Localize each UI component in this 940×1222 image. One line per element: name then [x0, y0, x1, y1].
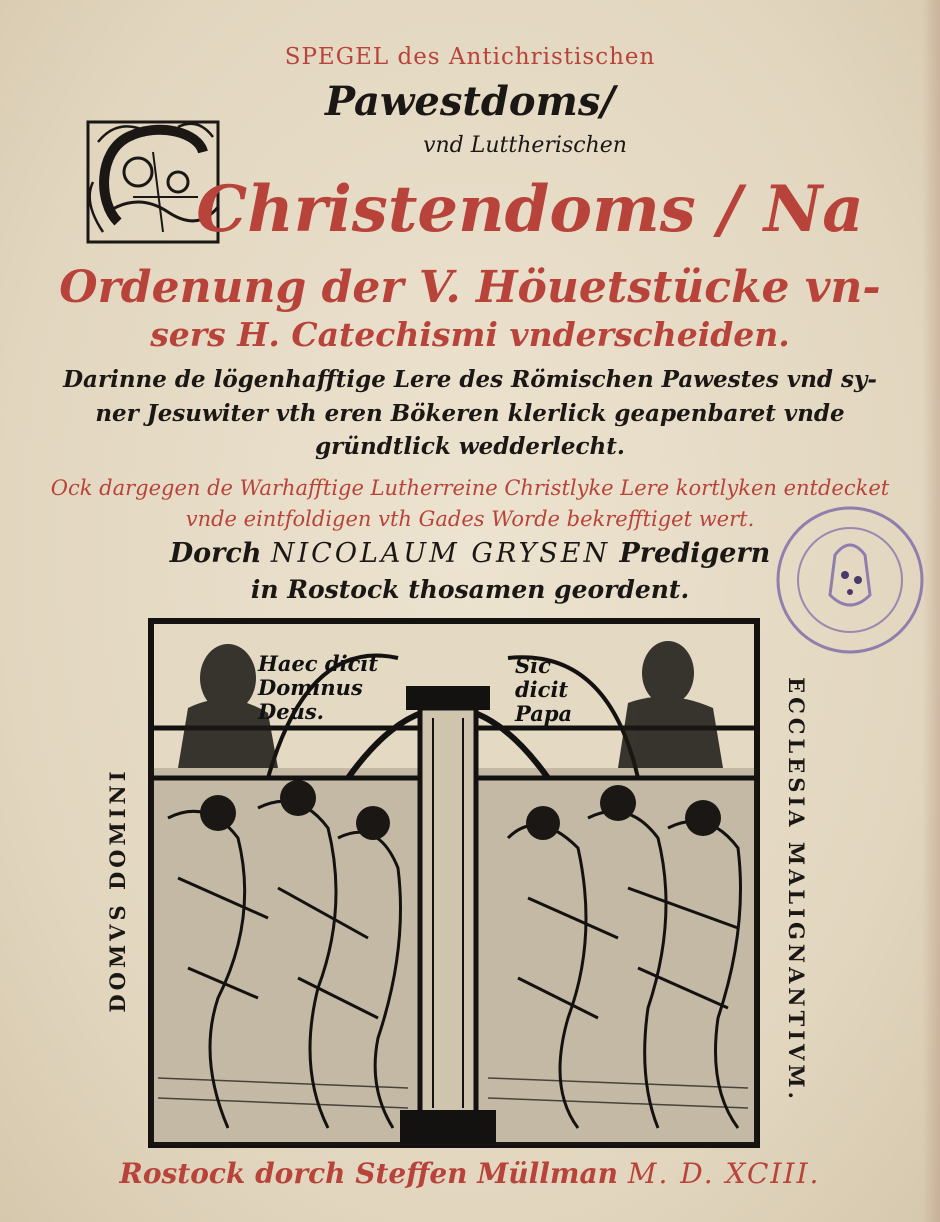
- side-caption-left-text: DOMVS DOMINI: [105, 767, 130, 1013]
- author-name: NICOLAUM GRYSEN: [270, 538, 611, 569]
- title-line-6: sers H. Catechismi vnderscheiden.: [150, 315, 790, 354]
- imprint-year: M. D. XCIII.: [627, 1157, 821, 1190]
- title-line-7: Darinne de lögenhafftige Lere des Römischen Pawestes vnd sy-: [63, 366, 877, 393]
- side-caption-right: [776, 650, 816, 1130]
- title-line-4: Christendoms / Na: [196, 172, 864, 247]
- side-caption-left: [98, 650, 138, 1130]
- title-line-13: in Rostock thosamen geordent.: [250, 575, 690, 604]
- title-line-1-rest: des Antichristischen: [389, 44, 656, 70]
- imprint-line: [0, 1157, 940, 1190]
- speech-banner-left: Haec dicit Dominus Deus.: [258, 651, 379, 724]
- author-suffix: Predigern: [610, 538, 771, 569]
- title-line-9: gründtlick wedderlecht.: [315, 433, 625, 460]
- title-line-1: [0, 44, 940, 70]
- title-line-5: Ordenung der V. Höuetstücke vn-: [59, 262, 881, 313]
- woodcut-illustration: [148, 618, 760, 1148]
- title-line-3: vnd Luttherischen: [423, 133, 627, 158]
- imprint-text: Rostock dorch Steffen Müllman: [119, 1157, 628, 1190]
- title-line-11: vnde eintfoldigen vth Gades Worde bekrefftiget wert.: [185, 507, 755, 531]
- title-line-2: Pawestdoms/: [325, 78, 615, 125]
- title-line-10: Ock dargegen de Warhafftige Lutherreine Christlyke Lere kortlyken entdecket: [50, 476, 890, 500]
- author-prefix: Dorch: [169, 538, 271, 569]
- speech-banner-right: Sic dicit Papa: [515, 653, 573, 726]
- side-caption-right-text: ECCLESIA MALIGNANTIVM.: [784, 677, 809, 1103]
- title-spegel: SPEGEL: [284, 44, 390, 70]
- title-line-8: ner Jesuwiter vth eren Bökeren klerlick geapenbaret vnde: [95, 400, 845, 427]
- library-stamp-icon: [770, 500, 930, 660]
